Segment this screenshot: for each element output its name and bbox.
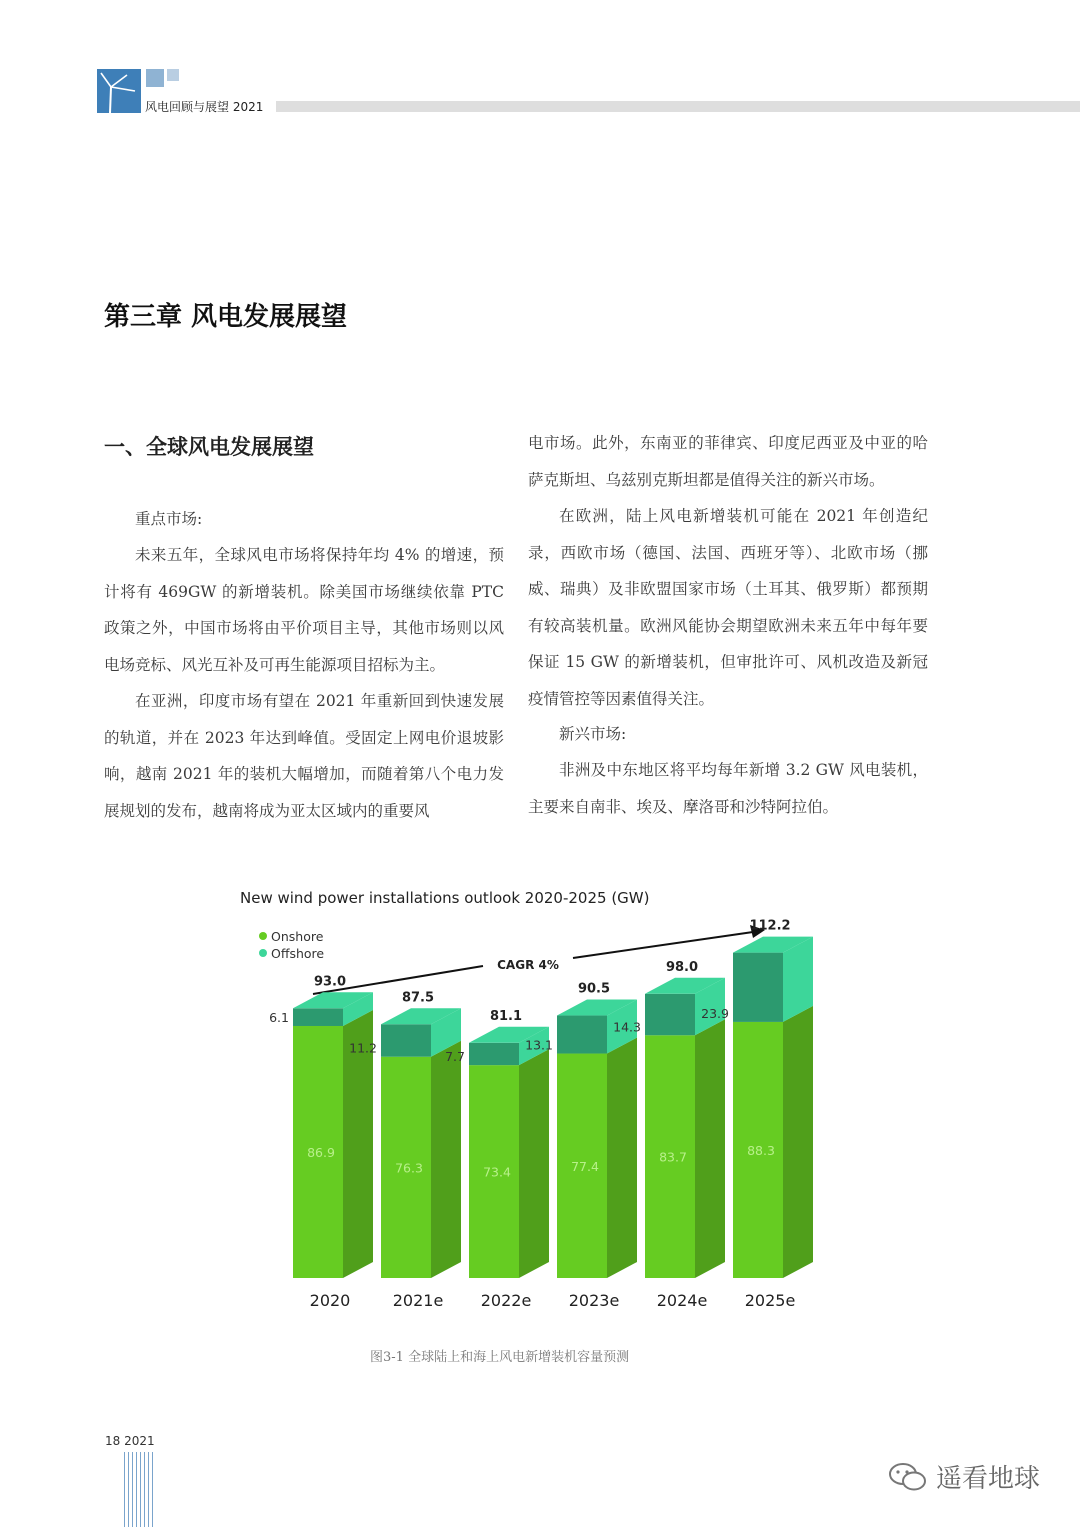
offshore-value-label: 13.1 xyxy=(525,1037,553,1053)
onshore-value-label: 83.7 xyxy=(659,1149,687,1165)
x-tick-label: 2022e xyxy=(480,1291,532,1310)
legend-offshore-dot xyxy=(259,949,267,957)
bar-offshore-front xyxy=(469,1043,519,1065)
x-tick-label: 2023e xyxy=(568,1291,620,1310)
right-para-3: 非洲及中东地区将平均每年新增 3.2 GW 风电装机，主要来自南非、埃及、摩洛哥和沙特阿拉伯。 xyxy=(528,761,928,816)
total-value-label: 87.5 xyxy=(401,990,435,1006)
bar-offshore-front xyxy=(733,953,783,1022)
x-tick-label: 2024e xyxy=(656,1291,708,1310)
bar-onshore-side xyxy=(607,1038,637,1278)
total-value-label: 90.5 xyxy=(577,981,611,997)
cagr-label: CAGR 4% xyxy=(497,958,559,972)
bar-onshore-side xyxy=(519,1049,549,1278)
header-decor-square xyxy=(146,69,164,87)
total-value-label: 81.1 xyxy=(489,1008,523,1024)
onshore-value-label: 86.9 xyxy=(307,1144,335,1160)
chart-title: New wind power installations outlook 2020-2025 (GW) xyxy=(240,889,650,907)
bar-onshore-side xyxy=(431,1041,461,1278)
bar-offshore-front xyxy=(557,1016,607,1054)
wind-installations-chart xyxy=(228,878,828,1318)
section-title: 一、全球风电发展展望 xyxy=(104,435,314,459)
page-number: 18 2021 xyxy=(105,1434,155,1448)
figure-caption: 图3-1 全球陆上和海上风电新增装机容量预测 xyxy=(370,1350,630,1365)
bar-onshore-side xyxy=(695,1019,725,1278)
left-para-1: 未来五年，全球风电市场将保持年均 4% 的增速，预计将有 469GW 的新增装机。除美国市场继续依靠 PTC 政策之外，中国市场将由平价项目主导，其他市场则以风电场竞标、风光互补及可再生能源项目招标为主。 xyxy=(104,546,504,674)
legend-offshore-label: Offshore xyxy=(271,946,325,961)
offshore-value-label: 7.7 xyxy=(445,1049,465,1065)
bar-offshore-front xyxy=(645,994,695,1035)
cagr-arrow-right xyxy=(573,932,753,958)
header-decor-square-small xyxy=(167,69,179,81)
total-value-label: 98.0 xyxy=(665,959,699,975)
bar-offshore-front xyxy=(381,1024,431,1056)
chart-svg xyxy=(228,878,828,1318)
header-rule xyxy=(276,101,1080,112)
offshore-value-label: 14.3 xyxy=(613,1019,641,1035)
legend-onshore-dot xyxy=(259,932,267,940)
total-value-label: 93.0 xyxy=(313,974,347,990)
right-para-heading: 新兴市场: xyxy=(559,725,627,743)
chapter-title: 第三章 风电发展展望 xyxy=(104,302,348,332)
footer-decor-lines xyxy=(124,1452,156,1527)
left-para-heading: 重点市场: xyxy=(135,510,203,528)
x-tick-label: 2025e xyxy=(744,1291,796,1310)
onshore-value-label: 73.4 xyxy=(483,1164,511,1180)
onshore-value-label: 88.3 xyxy=(747,1142,775,1158)
onshore-value-label: 77.4 xyxy=(571,1158,599,1174)
watermark xyxy=(888,1458,1040,1495)
total-value-label: 112.2 xyxy=(749,918,791,934)
x-tick-label: 2021e xyxy=(392,1291,444,1310)
bar-onshore-side xyxy=(783,1006,813,1278)
bar-offshore-front xyxy=(293,1008,343,1026)
running-header-title: 风电回顾与展望 2021 xyxy=(145,100,264,114)
bars-group xyxy=(269,919,813,1310)
offshore-value-label: 11.2 xyxy=(349,1040,377,1056)
watermark-text: 遥看地球 xyxy=(936,1464,1041,1494)
x-tick-label: 2020 xyxy=(309,1291,351,1310)
offshore-value-label: 6.1 xyxy=(269,1009,289,1025)
left-para-2: 在亚洲，印度市场有望在 2021 年重新回到快速发展的轨道，并在 2023 年达到峰值。受固定上网电价退坡影响，越南 2021 年的装机大幅增加，而随着第八个电力发展规划的发布，越南将成为亚太区域内的重要风 xyxy=(104,692,504,820)
onshore-value-label: 76.3 xyxy=(395,1160,423,1176)
legend-onshore-label: Onshore xyxy=(271,929,324,944)
right-para-1: 电市场。此外，东南亚的菲律宾、印度尼西亚及中亚的哈萨克斯坦、乌兹别克斯坦都是值得关注的新兴市场。 xyxy=(528,434,928,489)
publication-logo xyxy=(97,69,141,113)
offshore-value-label: 23.9 xyxy=(701,1005,729,1021)
wechat-icon xyxy=(888,1462,928,1492)
right-para-2: 在欧洲，陆上风电新增装机可能在 2021 年创造纪录，西欧市场（德国、法国、西班牙等）、北欧市场（挪威、瑞典）及非欧盟国家市场（土耳其、俄罗斯）都预期有较高装机量。欧洲风能协会期望欧洲未来五年中每年要保证 15 GW 的新增装机，但审批许可、风机改造及新冠疫情管控等因素值得关注。 xyxy=(528,507,928,708)
wind-turbine-icon xyxy=(97,69,141,113)
